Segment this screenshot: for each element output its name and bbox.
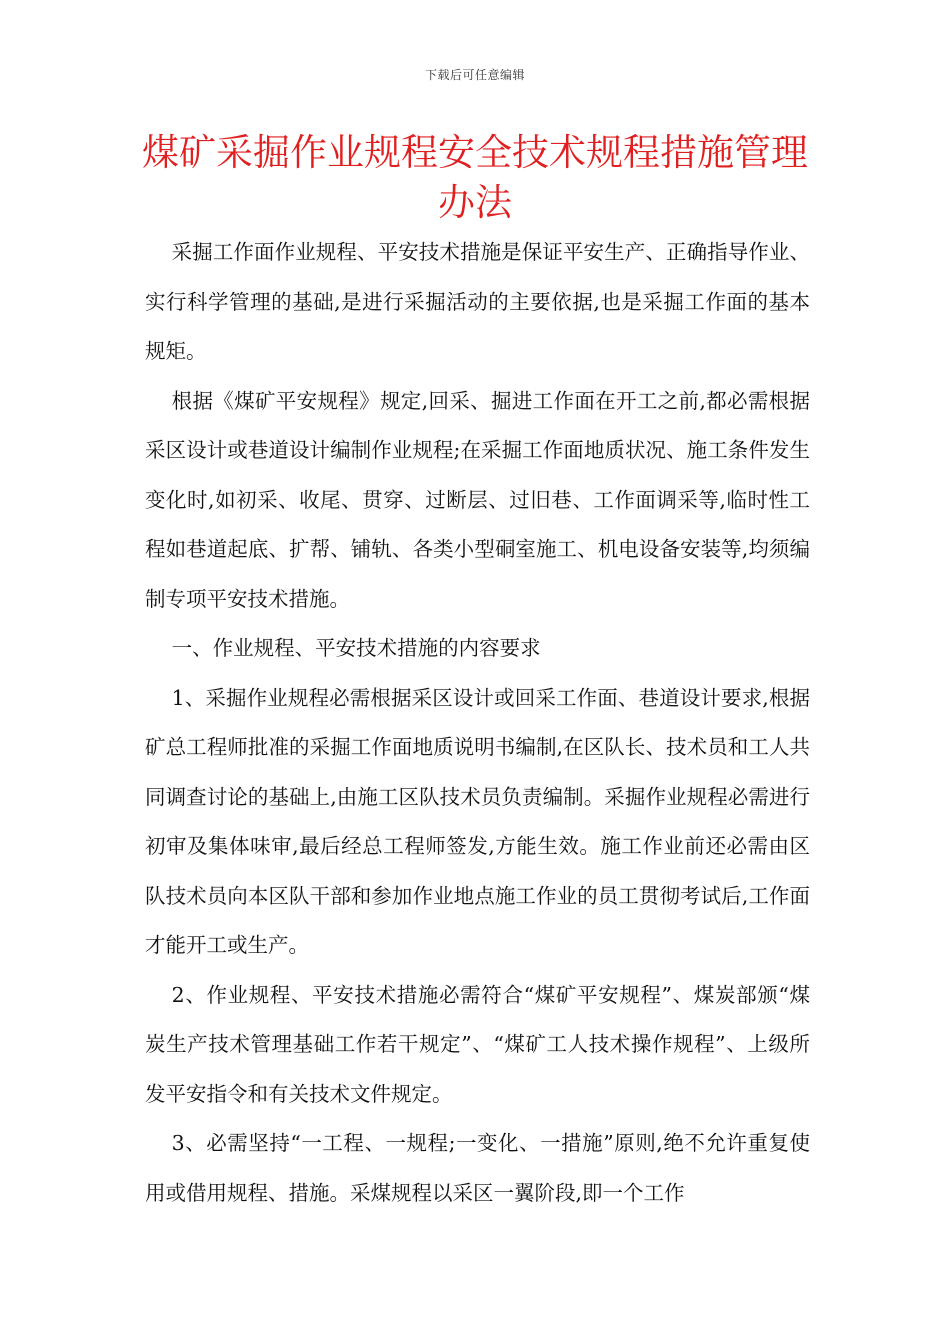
paragraph-intro: 采掘工作面作业规程、平安技术措施是保证平安生产、正确指导作业、实行科学管理的基础,是进行采掘活动的主要依据,也是采掘工作面的基本规矩。 xyxy=(145,240,810,363)
paragraph-item-2: 2、作业规程、平安技术措施必需符合“煤矿平安规程”、煤炭部颁“煤炭生产技术管理基础工作若干规定”、“煤矿工人技术操作规程”、上级所发平安指令和有关技术文件规定。 xyxy=(145,982,810,1106)
paragraph-item-1: 1、采掘作业规程必需根据采区设计或回采工作面、巷道设计要求,根据矿总工程师批准的采掘工作面地质说明书编制,在区队长、技术员和工人共同调查讨论的基础上,由施工区队技术员负责编制。采掘作业规程必需进行初审及集体味审,最后经总工程师签发,方能生效。施工作业前还必需由区队技术员向本区队干部和参加作业地点施工作业的员工贯彻考试后,工作面才能开工或生产。 xyxy=(145,685,810,957)
document-title: 煤矿采掘作业规程安全技术规程措施管理办法 xyxy=(142,131,808,224)
document-body xyxy=(145,228,810,1218)
paragraph-item-3: 3、必需坚持“一工程、一规程;一变化、一措施”原则,绝不允许重复使用或借用规程、措施。采煤规程以采区一翼阶段,即一个工作 xyxy=(145,1131,810,1205)
section-heading: 一、作业规程、平安技术措施的内容要求 xyxy=(171,636,541,660)
header-note: 下载后可任意编辑 xyxy=(424,68,525,82)
paragraph-regulation: 根据《煤矿平安规程》规定,回采、掘进工作面在开工之前,都必需根据采区设计或巷道设计编制作业规程;在采掘工作面地质状况、施工条件发生变化时,如初采、收尾、贯穿、过断层、过旧巷、工作面调采等,临时性工程如巷道起底、扩帮、铺轨、各类小型硐室施工、机电设备安装等,均须编制专项平安技术措施。 xyxy=(145,388,810,611)
